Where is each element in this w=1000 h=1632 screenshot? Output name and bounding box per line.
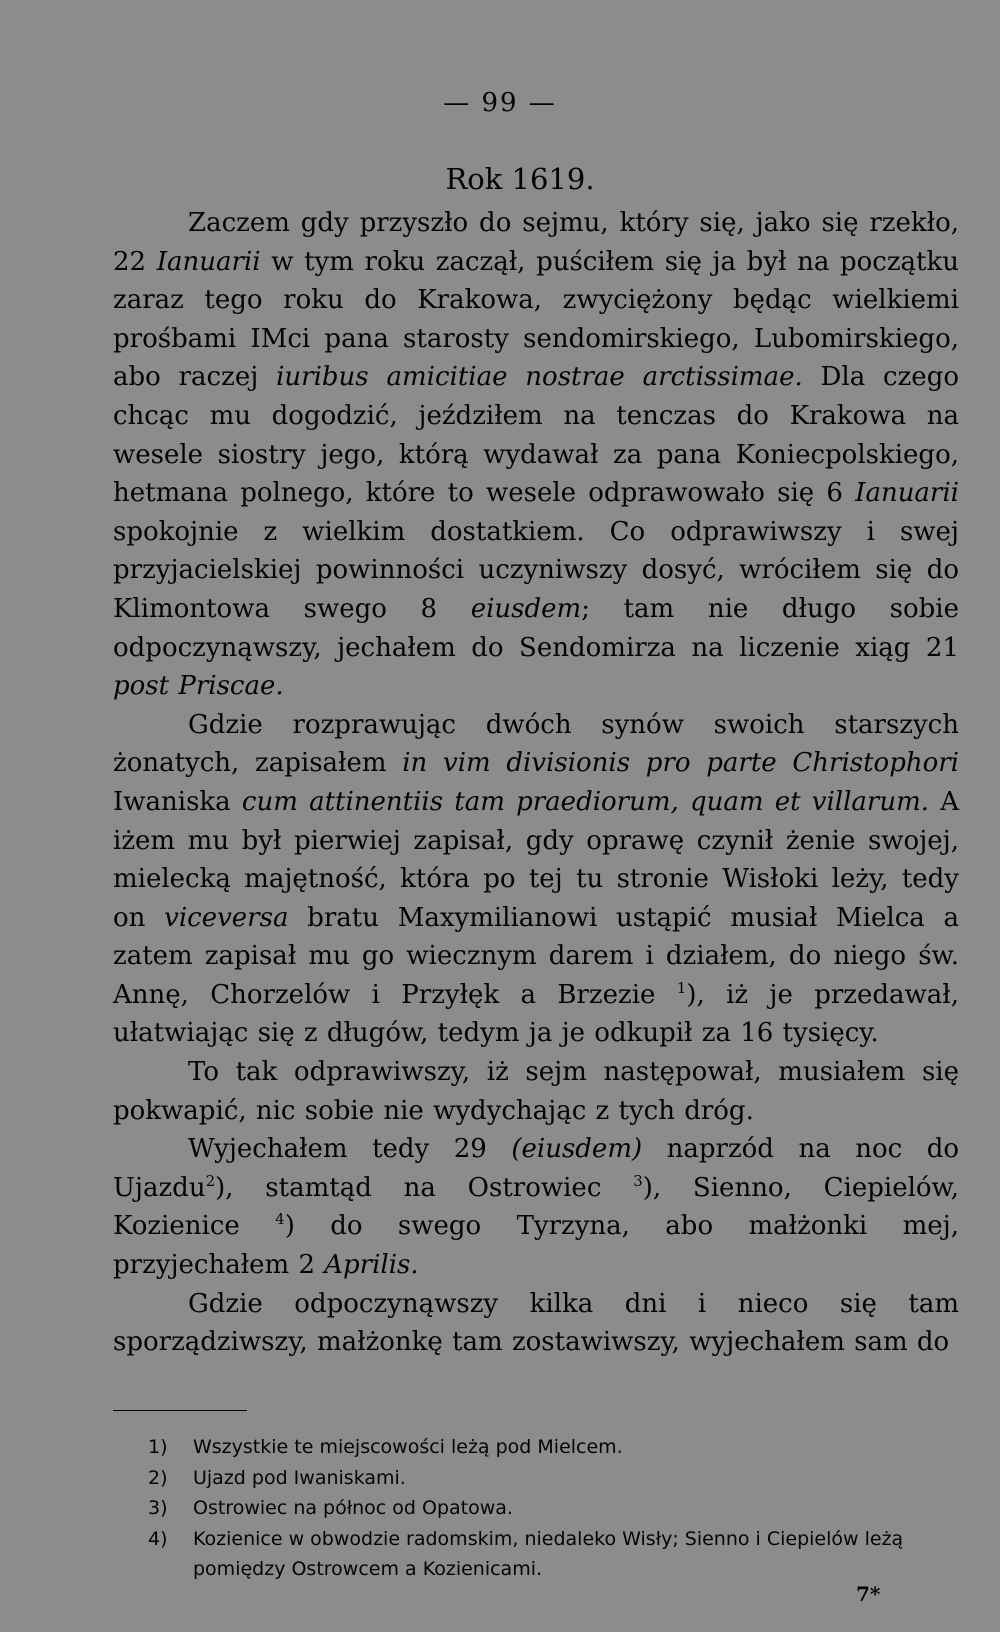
footnote: [148, 1432, 960, 1463]
text-run: ), iż je przedawał, ułatwiając się z długów, tedym ja je odkupił za 16 tysięcy.: [113, 979, 959, 1049]
paragraph: [113, 1130, 959, 1284]
text-run: naprzód na noc do Ujazdu: [113, 1134, 959, 1203]
text-run: Gdzie odpoczynąwszy kilka dni i nieco się tam sporządziwszy, małżonkę tam zostawiwszy, wyjechałem sam do: [113, 1288, 959, 1358]
footnote-ref: 1: [676, 978, 687, 997]
paragraph: [113, 706, 959, 1053]
text-run: Dla czego chcąc mu dogodzić, jeździłem na tenczas do Krakowa na wesele siostry jego, którą wydawał za pana Koniecpolskiego, hetmana polnego, które to wesele odprawowało się 6: [113, 362, 959, 509]
text-run: ), Sienno, Ciepielów, Kozienice: [113, 1172, 959, 1242]
main-text: [113, 204, 959, 1362]
text-run: Iwaniska: [113, 786, 242, 817]
latin-phrase: Aprilis.: [324, 1250, 419, 1281]
printer-signature: 7*: [856, 1582, 881, 1606]
text-run: A iżem mu był pierwiej zapisał, gdy oprawę czynił żenie swojej, mielecką majętność, która po tej tu stronie Wisłoki leży, tedy on: [113, 786, 960, 933]
latin-phrase: eiusdem: [470, 593, 582, 624]
footnote-ref: 3: [633, 1171, 643, 1190]
text-run: spokojnie z wielkim dostatkiem. Co odprawiwszy i swej przyjacielskiej powinności uczyniwszy dosyć, wróciłem się do Klimontowa swego 8: [113, 516, 959, 624]
latin-phrase: post Priscae.: [113, 671, 284, 702]
text-run: To tak odprawiwszy, iż sejm następował, musiałem się pokwapić, nic sobie nie wydychając z tych dróg.: [113, 1057, 959, 1126]
text-run: Zaczem gdy przyszło do sejmu, który się, jako się rzekło, 22: [113, 208, 959, 277]
year-heading: Rok 1619.: [445, 162, 595, 196]
text-run: ) do swego Tyrzyna, abo małżonki mej, przyjechałem 2: [113, 1211, 959, 1281]
footnote-mark: 4): [148, 1527, 168, 1550]
footnote-mark: 3): [148, 1497, 168, 1519]
text-run: ), stamtąd na Ostrowiec: [215, 1172, 634, 1203]
footnote-mark: 1): [148, 1436, 168, 1458]
paragraph: [113, 1053, 959, 1130]
page-number: — 99 —: [443, 88, 557, 118]
latin-phrase: Ianuarii: [156, 246, 261, 277]
footnote-ref: 2: [205, 1171, 216, 1190]
paragraph: [113, 204, 959, 706]
text-run: Gdzie rozprawując dwóch synów swoich starszych żonatych, zapisałem: [113, 709, 959, 779]
footnote: [148, 1463, 960, 1494]
latin-phrase: (eiusdem): [511, 1134, 643, 1165]
footnote: [148, 1524, 960, 1585]
latin-phrase: Ianuarii: [855, 478, 959, 509]
footnote-text: Kozienice w obwodzie radomskim, niedaleko Wisły; Sienno i Ciepielów leżą pomiędzy Ostrowcem a Kozienicami.: [193, 1527, 904, 1580]
latin-phrase: iuribus amicitiae nostrae arctissimae.: [276, 362, 803, 393]
footnote-text: Ujazd pod Iwaniskami.: [193, 1466, 406, 1489]
text-run: bratu Maxymilianowi ustąpić musiał Mielca a zatem zapisał mu go wiecznym darem i działem, do niego św. Annę, Chorzelów i Przyłęk a Brzezie: [113, 902, 959, 1010]
footnotes: [148, 1432, 960, 1585]
text-run: w tym roku zaczął, puściłem się ja był na początku zaraz tego roku do Krakowa, zwyciężony będąc wielkiemi prośbami IMci pana starosty sendomirskiego, Lubomirskiego, abo raczej: [113, 246, 959, 393]
footnote-divider: [113, 1410, 247, 1411]
footnote-text: Wszystkie te miejscowości leżą pod Mielcem.: [193, 1436, 623, 1458]
footnote-ref: 4: [275, 1210, 285, 1229]
footnote: [148, 1493, 960, 1524]
text-run: ; tam nie długo sobie odpoczynąwszy, jechałem do Sendomirza na liczenie xiąg 21: [113, 593, 959, 663]
text-run: Wyjechałem tedy 29: [188, 1134, 512, 1165]
paragraph: [113, 1285, 959, 1362]
footnote-mark: 2): [148, 1466, 168, 1489]
latin-phrase: viceversa: [164, 902, 289, 933]
latin-phrase: cum attinentiis tam praediorum, quam et villarum.: [241, 786, 930, 817]
latin-phrase: in vim divisionis pro parte Christophori: [402, 748, 960, 779]
footnote-text: Ostrowiec na północ od Opatowa.: [193, 1497, 513, 1519]
